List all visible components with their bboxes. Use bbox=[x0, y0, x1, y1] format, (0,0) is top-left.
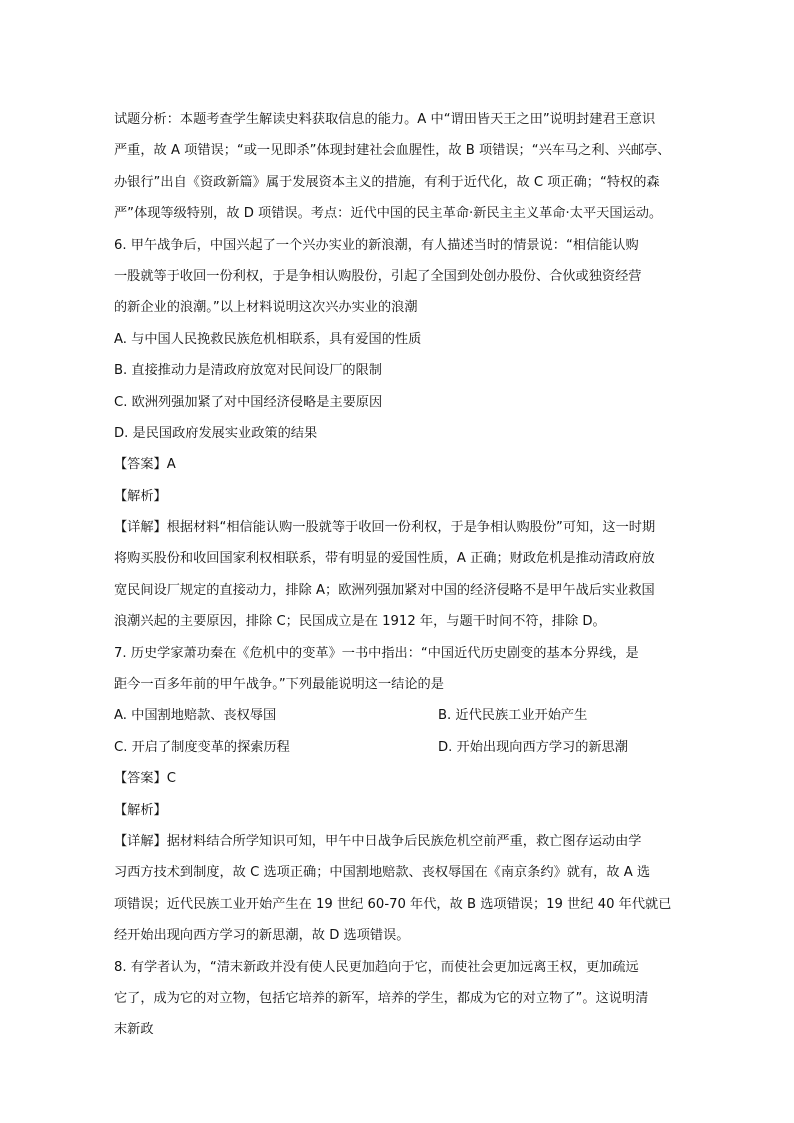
q5-analysis bbox=[114, 104, 712, 230]
q6-stem-line: 6. 甲午战争后，中国兴起了一个兴办实业的新浪潮，有人描述当时的情景说：“相信能认购 bbox=[114, 237, 639, 253]
q6-option-d: D. 是民国政府发展实业政策的结果 bbox=[114, 425, 318, 441]
q7-detail-line: 经开始出现向西方学习的新思潮，故 D 选项错误。 bbox=[114, 928, 410, 944]
q8-stem-line: 末新政 bbox=[114, 1022, 154, 1038]
q6-option-a: A. 与中国人民挽救民族危机相联系，具有爱国的性质 bbox=[114, 331, 422, 347]
q6-detail bbox=[114, 512, 712, 638]
q7-option-b: B. 近代民族工业开始产生 bbox=[438, 708, 588, 724]
q8-stem-line: 它了，成为它的对立物，包括它培养的新军，培养的学生，都成为它的对立物了”。这说明清 bbox=[114, 990, 649, 1006]
q6-answer-block bbox=[114, 449, 712, 512]
q6-option-b: B. 直接推动力是清政府放宽对民间设厂的限制 bbox=[114, 363, 382, 379]
q8-stem bbox=[114, 952, 712, 1046]
q7-answer: 【答案】C bbox=[114, 771, 176, 787]
q7-detail-line: 习西方技术到制度，故 C 选项正确；中国割地赔款、丧权辱国在《南京条约》就有，故 A 选 bbox=[114, 865, 651, 881]
q5-analysis-line: 办银行”出自《资政新篇》属于发展资本主义的措施，有利于近代化，故 C 项正确；“特权的森 bbox=[114, 174, 660, 190]
q7-analysis-label: 【解析】 bbox=[114, 802, 167, 818]
q7-detail bbox=[114, 826, 712, 952]
q6-stem-line: 的新企业的浪潮。”以上材料说明这次兴办实业的浪潮 bbox=[114, 300, 418, 316]
q7-option-row bbox=[114, 732, 712, 763]
q6-detail-line: 浪潮兴起的主要原因，排除 C；民国成立是在 1912 年，与题干时间不符，排除 D。 bbox=[114, 614, 606, 630]
q7-options bbox=[114, 700, 712, 763]
q6-analysis-label: 【解析】 bbox=[114, 488, 167, 504]
q7-option-a: A. 中国割地赔款、丧权辱国 bbox=[114, 708, 277, 724]
q6-answer: 【答案】A bbox=[114, 457, 176, 473]
q6-options bbox=[114, 324, 712, 450]
q6-detail-line: 【详解】根据材料“相信能认购一股就等于收回一份利权，于是争相认购股份”可知，这一时期 bbox=[114, 520, 656, 536]
q8-stem-line: 8. 有学者认为，“清末新政并没有使人民更加趋向于它，而使社会更加远离王权，更加疏远 bbox=[114, 959, 639, 975]
q7-detail-line: 【详解】据材料结合所学知识可知，甲午中日战争后民族危机空前严重，救亡图存运动由学 bbox=[114, 833, 642, 849]
q6-detail-line: 将购买股份和收回国家利权相联系，带有明显的爱国性质，A 正确；财政危机是推动清政府放 bbox=[114, 551, 655, 567]
q7-option-row bbox=[114, 700, 712, 731]
q7-stem-line: 距今一百多年前的甲午战争。”下列最能说明这一结论的是 bbox=[114, 677, 444, 693]
q6-stem-line: 一股就等于收回一份利权，于是争相认购股份，引起了全国到处创办股份、合伙或独资经营 bbox=[114, 268, 642, 284]
q5-analysis-line: 严重，故 A 项错误；“或一见即杀”体现封建社会血腥性，故 B 项错误；“兴车马之利、兴邮亭、 bbox=[114, 143, 671, 159]
q7-stem bbox=[114, 638, 712, 701]
page-content bbox=[114, 104, 712, 1046]
q6-option-c: C. 欧洲列强加紧了对中国经济侵略是主要原因 bbox=[114, 394, 383, 410]
q6-stem bbox=[114, 230, 712, 324]
q7-option-d: D. 开始出现向西方学习的新思潮 bbox=[438, 739, 628, 755]
q7-detail-line: 项错误；近代民族工业开始产生在 19 世纪 60-70 年代，故 B 选项错误；19 世纪 40 年代就已 bbox=[114, 896, 672, 912]
q7-answer-block bbox=[114, 763, 712, 826]
q7-stem-line: 7. 历史学家萧功秦在《危机中的变革》一书中指出：“中国近代历史剧变的基本分界线，是 bbox=[114, 645, 639, 661]
q7-option-c: C. 开启了制度变革的探索历程 bbox=[114, 739, 290, 755]
q5-analysis-line: 严”体现等级特别，故 D 项错误。考点：近代中国的民主革命·新民主主义革命·太平天国运动。 bbox=[114, 206, 663, 222]
q5-analysis-line: 试题分析：本题考查学生解读史料获取信息的能力。A 中“谓田皆天王之田”说明封建君王意识 bbox=[114, 112, 656, 127]
q6-detail-line: 宽民间设厂规定的直接动力，排除 A；欧洲列强加紧对中国的经济侵略不是甲午战后实业救国 bbox=[114, 582, 655, 598]
